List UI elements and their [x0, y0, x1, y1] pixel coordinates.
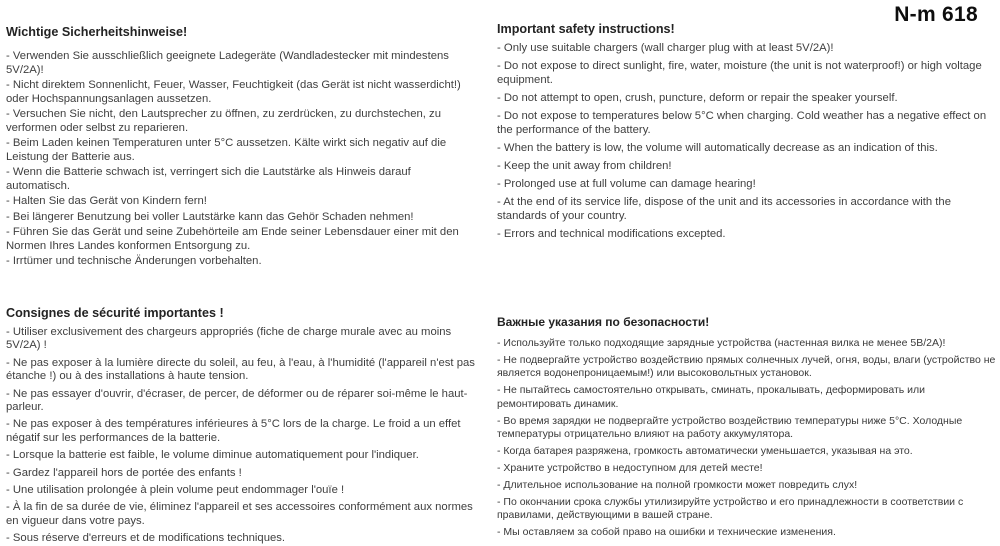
safety-instruction: - Do not expose to direct sunlight, fire, water, moisture (the unit is not waterproof!) or high voltage equipment. [497, 60, 982, 86]
safety-instruction: - Wenn die Batterie schwach ist, verringert sich die Lautstärke als Hinweis darauf automatisch. [6, 166, 411, 192]
safety-instruction: - Не подвергайте устройство воздействию прямых солнечных лучей, огня, воды, влаги (устройство не является водонепроницаемым!) или высоковольтных установок. [497, 353, 996, 380]
safety-instruction: - Используйте только подходящие зарядные устройства (настенная вилка не менее 5В/2А)! [497, 337, 946, 349]
safety-instruction: - Errors and technical modifications excepted. [497, 228, 726, 240]
safety-instruction: - Храните устройство в недоступном для детей месте! [497, 461, 763, 474]
safety-instruction: - Utiliser exclusivement des chargeurs appropriés (fiche de charge murale avec au moins 5V/2A) ! [6, 326, 452, 352]
safety-instruction: - Длительное использование на полной громкости может повредить слух! [497, 478, 858, 491]
safety-instruction: - По окончании срока службы утилизируйте устройство и его принадлежности в соответствии с правилами, действующими в вашей стране. [497, 495, 964, 521]
safety-instruction: - Когда батарея разряжена, громкость автоматически уменьшается, указывая на это. [497, 444, 913, 457]
safety-instruction: - Nicht direktem Sonnenlicht, Feuer, Wasser, Feuchtigkeit (das Gerät ist nicht wasserdicht!) oder Hochspannungsanlagen aussetzen. [6, 79, 461, 105]
section-french-heading: Consignes de sécurité importantes ! [6, 306, 224, 320]
safety-instruction: - When the battery is low, the volume will automatically decrease as an indication of this. [497, 142, 938, 154]
safety-instruction: - Lorsque la batterie est faible, le volume diminue automatiquement pour l'indiquer. [6, 449, 419, 462]
safety-instruction: - Мы оставляем за собой право на ошибки и технические изменения. [497, 525, 836, 538]
safety-instruction: - Führen Sie das Gerät und seine Zubehörteile am Ende seiner Lebensdauer einer mit den Normen Ihres Landes konformen Entsorgung zu. [6, 226, 459, 252]
section-english [497, 22, 997, 245]
section-russian-heading: Важные указания по безопасности! [497, 315, 710, 329]
safety-instruction: - Bei längerer Benutzung bei voller Lautstärke kann das Gehör Schaden nehmen! [6, 210, 414, 223]
safety-instruction: - Ne pas exposer à des températures inférieures à 5°C lors de la charge. Le froid a un effet négatif sur les performances de la batterie. [6, 418, 461, 444]
safety-instruction: - À la fin de sa durée de vie, éliminez l'appareil et ses accessoires conformément aux normes en vigueur dans votre pays. [6, 501, 473, 527]
section-french [6, 306, 486, 546]
safety-instruction: - Versuchen Sie nicht, den Lautsprecher zu öffnen, zu zerdrücken, zu durchstechen, zu verformen oder selbst zu reparieren. [6, 108, 441, 134]
safety-instruction: - Sous réserve d'erreurs et de modifications techniques. [6, 532, 286, 545]
safety-instruction: - Во время зарядки не подвергайте устройство воздействию температуры ниже 5°C. Холодные температуры отрицательно влияют на работу аккумулятора. [497, 414, 963, 440]
section-russian [497, 315, 997, 543]
safety-instruction: - Keep the unit away from children! [497, 160, 672, 172]
safety-instruction: - Не пытайтесь самостоятельно открывать, сминать, прокалывать, деформировать или ремонтировать динамик. [497, 384, 925, 410]
safety-instruction: - Do not expose to temperatures below 5°C when charging. Cold weather has a negative effect on the performance of the battery. [497, 110, 987, 136]
safety-instruction: - Beim Laden keinen Temperaturen unter 5°C aussetzen. Kälte wirkt sich negativ auf die Leistung der Batterie aus. [6, 137, 447, 163]
section-german [6, 25, 476, 271]
model-number: N-m 618 [894, 3, 978, 26]
section-english-heading: Important safety instructions! [497, 22, 675, 36]
safety-instruction: - Gardez l'appareil hors de portée des enfants ! [6, 466, 242, 479]
safety-instruction: - Do not attempt to open, crush, puncture, deform or repair the speaker yourself. [497, 92, 898, 104]
safety-instruction: - At the end of its service life, dispose of the unit and its accessories in accordance with the standards of your country. [497, 196, 951, 222]
safety-instruction: - Irrtümer und technische Änderungen vorbehalten. [6, 255, 262, 267]
section-german-heading: Wichtige Sicherheitshinweise! [6, 25, 188, 39]
safety-instruction: - Halten Sie das Gerät von Kindern fern! [6, 195, 207, 207]
safety-instruction: - Ne pas essayer d'ouvrir, d'écraser, de percer, de déformer ou de réparer soi-même le haut-parleur. [6, 387, 468, 414]
safety-instruction: - Only use suitable chargers (wall charger plug with at least 5V/2A)! [497, 42, 834, 54]
safety-instruction: - Ne pas exposer à la lumière directe du soleil, au feu, à l'eau, à l'humidité (l'appareil n'est pas étanche !) ou à des installations à haute tension. [6, 356, 475, 383]
safety-instruction: - Verwenden Sie ausschließlich geeignete Ladegeräte (Wandladestecker mit mindestens 5V/2A)! [6, 50, 449, 76]
safety-instruction: - Une utilisation prolongée à plein volume peut endommager l'ouïe ! [6, 484, 345, 497]
safety-instruction: - Prolonged use at full volume can damage hearing! [497, 178, 756, 190]
